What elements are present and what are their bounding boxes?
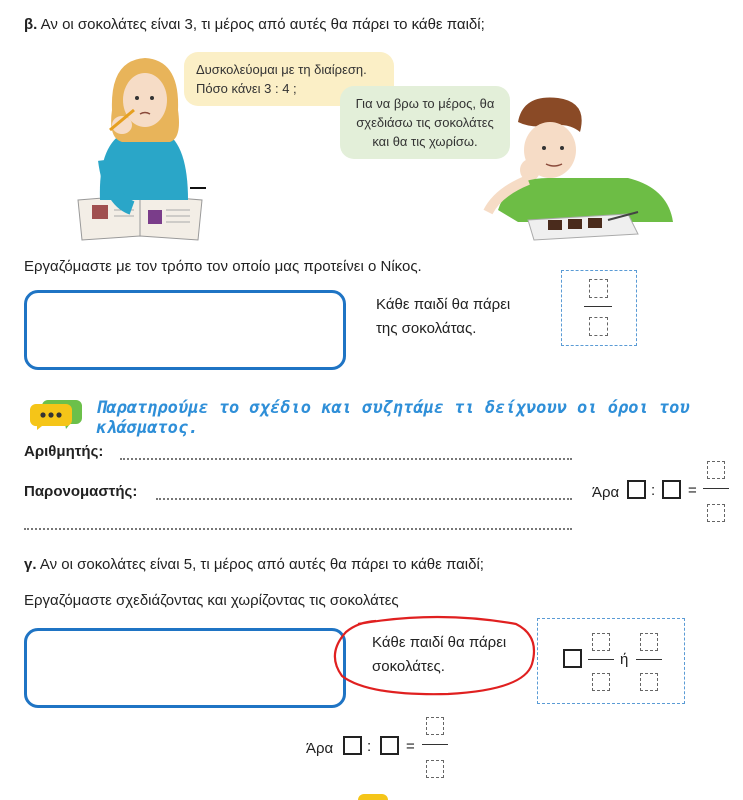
answer-b-line-1: Κάθε παιδί θα πάρει [376,296,511,313]
denominator-box-2[interactable] [426,760,444,778]
denominator-answer-line-2[interactable] [24,528,572,530]
numerator-box-g1[interactable] [592,633,610,651]
boy-speech-line-1: Για να βρω το μέρος, θα [355,96,495,111]
question-g [24,556,484,573]
numerator-box-1[interactable] [707,461,725,479]
divisor-box-1[interactable] [662,480,681,499]
fraction-bar-2 [422,744,448,745]
equals-2: = [406,738,415,755]
boy-speech-line-3: και θα τις χωρίσω. [372,134,478,149]
fraction-frame-g [537,618,685,704]
whole-box-g[interactable] [563,649,582,668]
desk-edge [190,187,206,189]
red-circle-annotation [328,614,540,698]
answer-box-b[interactable] [24,290,346,370]
numerator-label: Αριθμητής: [24,443,104,460]
answer-g-line-1: Κάθε παιδί θα πάρει [372,634,507,651]
fraction-bar-g2 [636,659,662,660]
denominator-box-1[interactable] [707,504,725,522]
dividend-box-1[interactable] [627,480,646,499]
question-b [24,16,485,33]
denominator-answer-line-1[interactable] [156,498,572,500]
girl-speech-line-1: Δυσκολεύομαι με τη διαίρεση. [196,62,367,77]
bottom-partial-icon [358,794,388,800]
numerator-answer-line[interactable] [120,458,572,460]
discussion-heading: Παρατηρούμε το σχέδιο και συζητάμε τι δείχνουν οι όροι του κλάσματος. [96,398,690,438]
denominator-label: Παρονομαστής: [24,483,138,500]
question-g-text: Αν οι σοκολάτες είναι 5, τι μέρος από αυτές θα πάρει το κάθε παιδί; [39,556,484,573]
question-b-text: Αν οι σοκολάτες είναι 3, τι μέρος από αυτές θα πάρει το κάθε παιδί; [40,16,485,33]
fraction-bar-1 [703,488,729,489]
denominator-box-g1[interactable] [592,673,610,691]
colon-2: : [367,738,372,755]
numerator-box-2[interactable] [426,717,444,735]
divisor-box-2[interactable] [380,736,399,755]
dividend-box-2[interactable] [343,736,362,755]
instruction-g: Εργαζόμαστε σχεδιάζοντας και χωρίζοντας τις σοκολάτες [24,592,399,609]
denominator-box-g2[interactable] [640,673,658,691]
numerator-box-b[interactable] [589,279,608,298]
answer-g-line-2: σοκολάτες. [372,658,445,675]
ara-label-1: Άρα [592,484,620,501]
question-g-label: γ. [24,556,37,573]
question-b-label: β. [24,16,38,33]
fraction-bar-b [584,306,612,307]
equals-1: = [688,482,697,499]
answer-b-line-2: της σοκολάτας. [376,320,477,337]
fraction-bar-g1 [588,659,614,660]
boy-speech-line-2: σχεδιάσω τις σοκολάτες [356,115,494,130]
girl-speech-line-2: Πόσο κάνει 3 : 4 ; [196,81,297,96]
numerator-box-g2[interactable] [640,633,658,651]
speech-bubbles-icon [30,396,82,430]
or-label: ή [620,651,629,668]
ara-label-2: Άρα [306,740,334,757]
boy-illustration [478,92,678,242]
instruction-b: Εργαζόμαστε με τον τρόπο τον οποίο μας προτείνει ο Νίκος. [24,258,422,275]
denominator-box-b[interactable] [589,317,608,336]
answer-box-g[interactable] [24,628,346,708]
colon-1: : [651,482,656,499]
